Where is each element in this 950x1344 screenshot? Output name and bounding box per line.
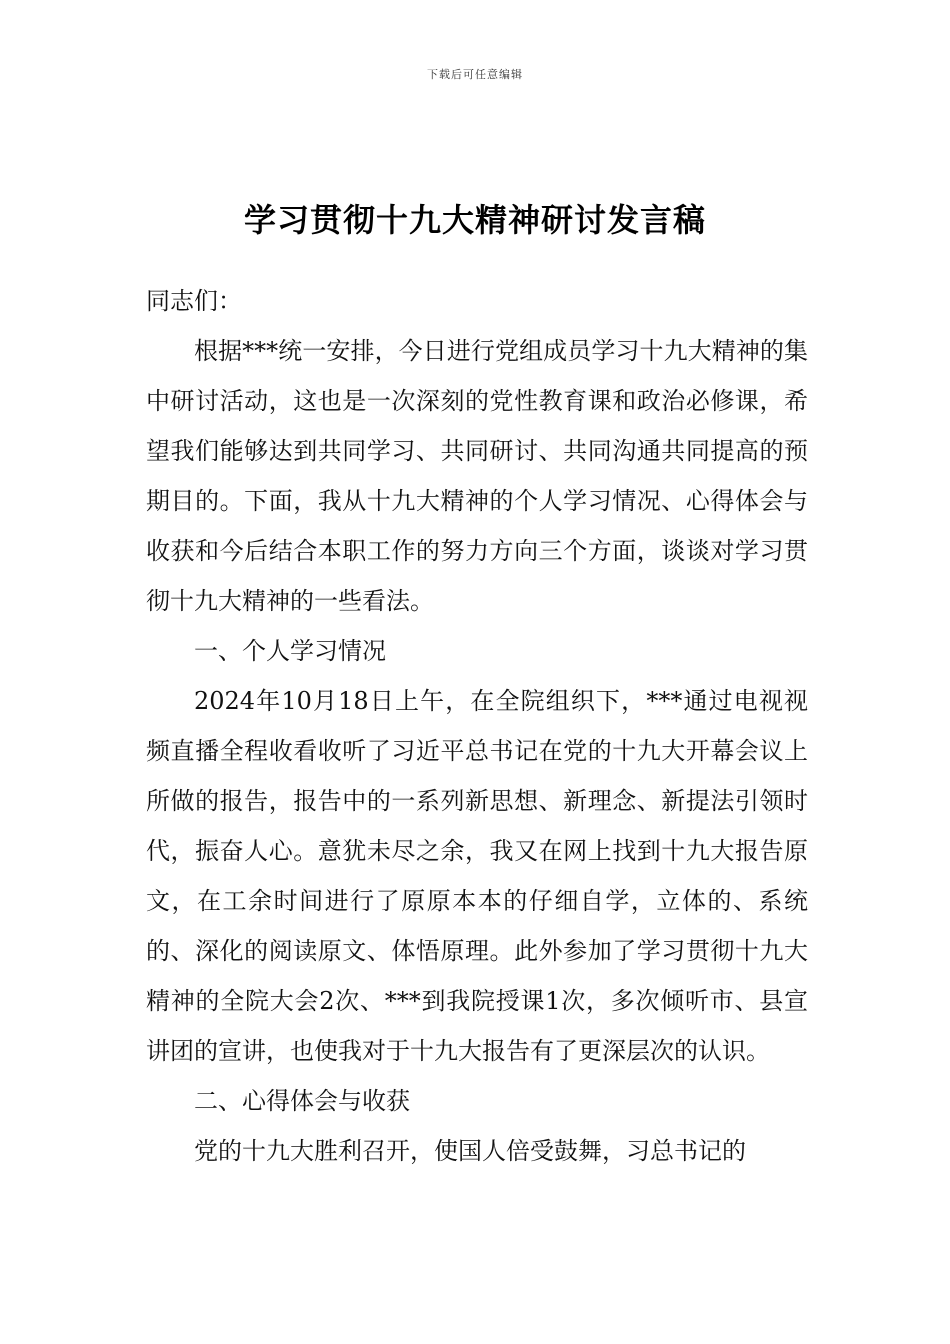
page-header-note: 下载后可任意编辑 xyxy=(427,68,523,81)
document-body xyxy=(146,276,808,1176)
section-heading-personal-study: 一、个人学习情况 xyxy=(194,637,386,665)
salutation: 同志们： xyxy=(146,287,242,315)
paragraph-intro: 根据***统一安排，今日进行党组成员学习十九大精神的集中研讨活动，这也是一次深刻的党性教育课和政治必修课，希望我们能够达到共同学习、共同研讨、共同沟通共同提高的预期目的。下面，我从十九大精神的个人学习情况、心得体会与收获和今后结合本职工作的努力方向三个方面，谈谈对学习贯彻十九大精神的一些看法。 xyxy=(146,337,808,615)
paragraph-insights: 党的十九大胜利召开，使国人倍受鼓舞，习总书记的 xyxy=(194,1137,746,1165)
paragraph-personal-study: 2024年10月18日上午，在全院组织下，***通过电视视频直播全程收看收听了习近平总书记在党的十九大开幕会议上所做的报告，报告中的一系列新思想、新理念、新提法引领时代，振奋人心。意犹未尽之余，我又在网上找到十九大报告原文，在工余时间进行了原原本本的仔细自学，立体的、系统的、深化的阅读原文、体悟原理。此外参加了学习贯彻十九大精神的全院大会2次、***到我院授课1次，多次倾听市、县宣讲团的宣讲，也使我对于十九大报告有了更深层次的认识。 xyxy=(146,687,808,1065)
section-heading-insights: 二、心得体会与收获 xyxy=(194,1087,410,1115)
document-title: 学习贯彻十九大精神研讨发言稿 xyxy=(243,201,706,240)
